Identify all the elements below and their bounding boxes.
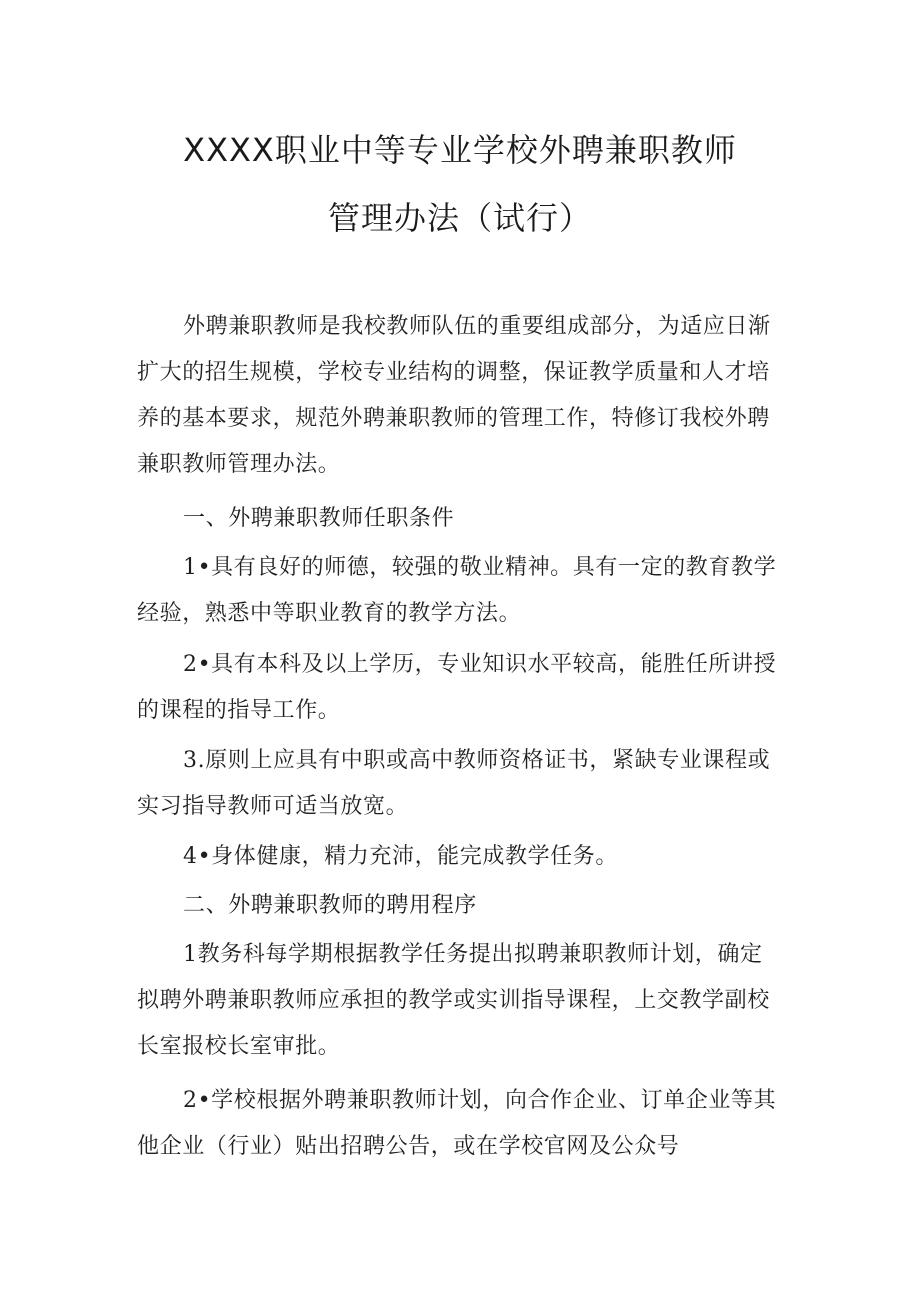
intro-line-2: 扩大的招生规模，学校专业结构的调整，保证教学质量和人才培 bbox=[137, 360, 770, 385]
section2-item-2-line-1: 2•学校根据外聘兼职教师计划，向合作企业、订单企业等其 bbox=[183, 1088, 777, 1113]
section1-item-1-line-1: 1•具有良好的师德，较强的敬业精神。具有一定的教育教学 bbox=[183, 555, 777, 580]
section1-item-4: 4•身体健康，精力充沛，能完成教学任务。 bbox=[183, 844, 618, 869]
section1-item-3-line-2: 实习指导教师可适当放宽。 bbox=[137, 794, 409, 819]
section2-item-1 bbox=[137, 932, 793, 1070]
section1-heading: 一、外聘兼职教师任职条件 bbox=[183, 506, 455, 531]
intro-line-4: 兼职教师管理办法。 bbox=[137, 452, 341, 477]
section1-item-3 bbox=[137, 738, 793, 830]
section2-item-1-line-1: 1教务科每学期根据教学任务提出拟聘兼职教师计划，确定 bbox=[183, 942, 763, 967]
section1-item-2-line-1: 2•具有本科及以上学历，专业知识水平较高，能胜任所讲授 bbox=[183, 652, 777, 677]
section2-item-1-line-2: 拟聘外聘兼职教师应承担的教学或实训指导课程，上交教学副校 bbox=[137, 988, 770, 1013]
section2-heading: 二、外聘兼职教师的聘用程序 bbox=[183, 893, 477, 918]
section1-item-1 bbox=[137, 545, 793, 637]
section1-item-3-line-1: 3.原则上应具有中职或高中教师资格证书，紧缺专业课程或 bbox=[183, 748, 771, 773]
intro-line-1: 外聘兼职教师是我校教师队伍的重要组成部分，为适应日渐 bbox=[183, 314, 771, 339]
section2-item-2-line-2: 他企业（行业）贴出招聘公告，或在学校官网及公众号 bbox=[137, 1134, 680, 1159]
document-title-line-1: XXXX职业中等专业学校外聘兼职教师 bbox=[183, 131, 737, 169]
section2-item-1-line-3: 长室报校长室审批。 bbox=[137, 1034, 341, 1059]
section1-item-1-line-2: 经验，熟悉中等职业教育的教学方法。 bbox=[137, 601, 522, 626]
section2-item-2 bbox=[137, 1078, 793, 1170]
document-title-line-2: 管理办法（试行） bbox=[327, 199, 592, 237]
section1-item-2-line-2: 的课程的指导工作。 bbox=[137, 698, 341, 723]
intro-paragraph bbox=[137, 304, 793, 488]
intro-line-3: 养的基本要求，规范外聘兼职教师的管理工作，特修订我校外聘 bbox=[137, 406, 770, 431]
section1-item-2 bbox=[137, 642, 793, 734]
